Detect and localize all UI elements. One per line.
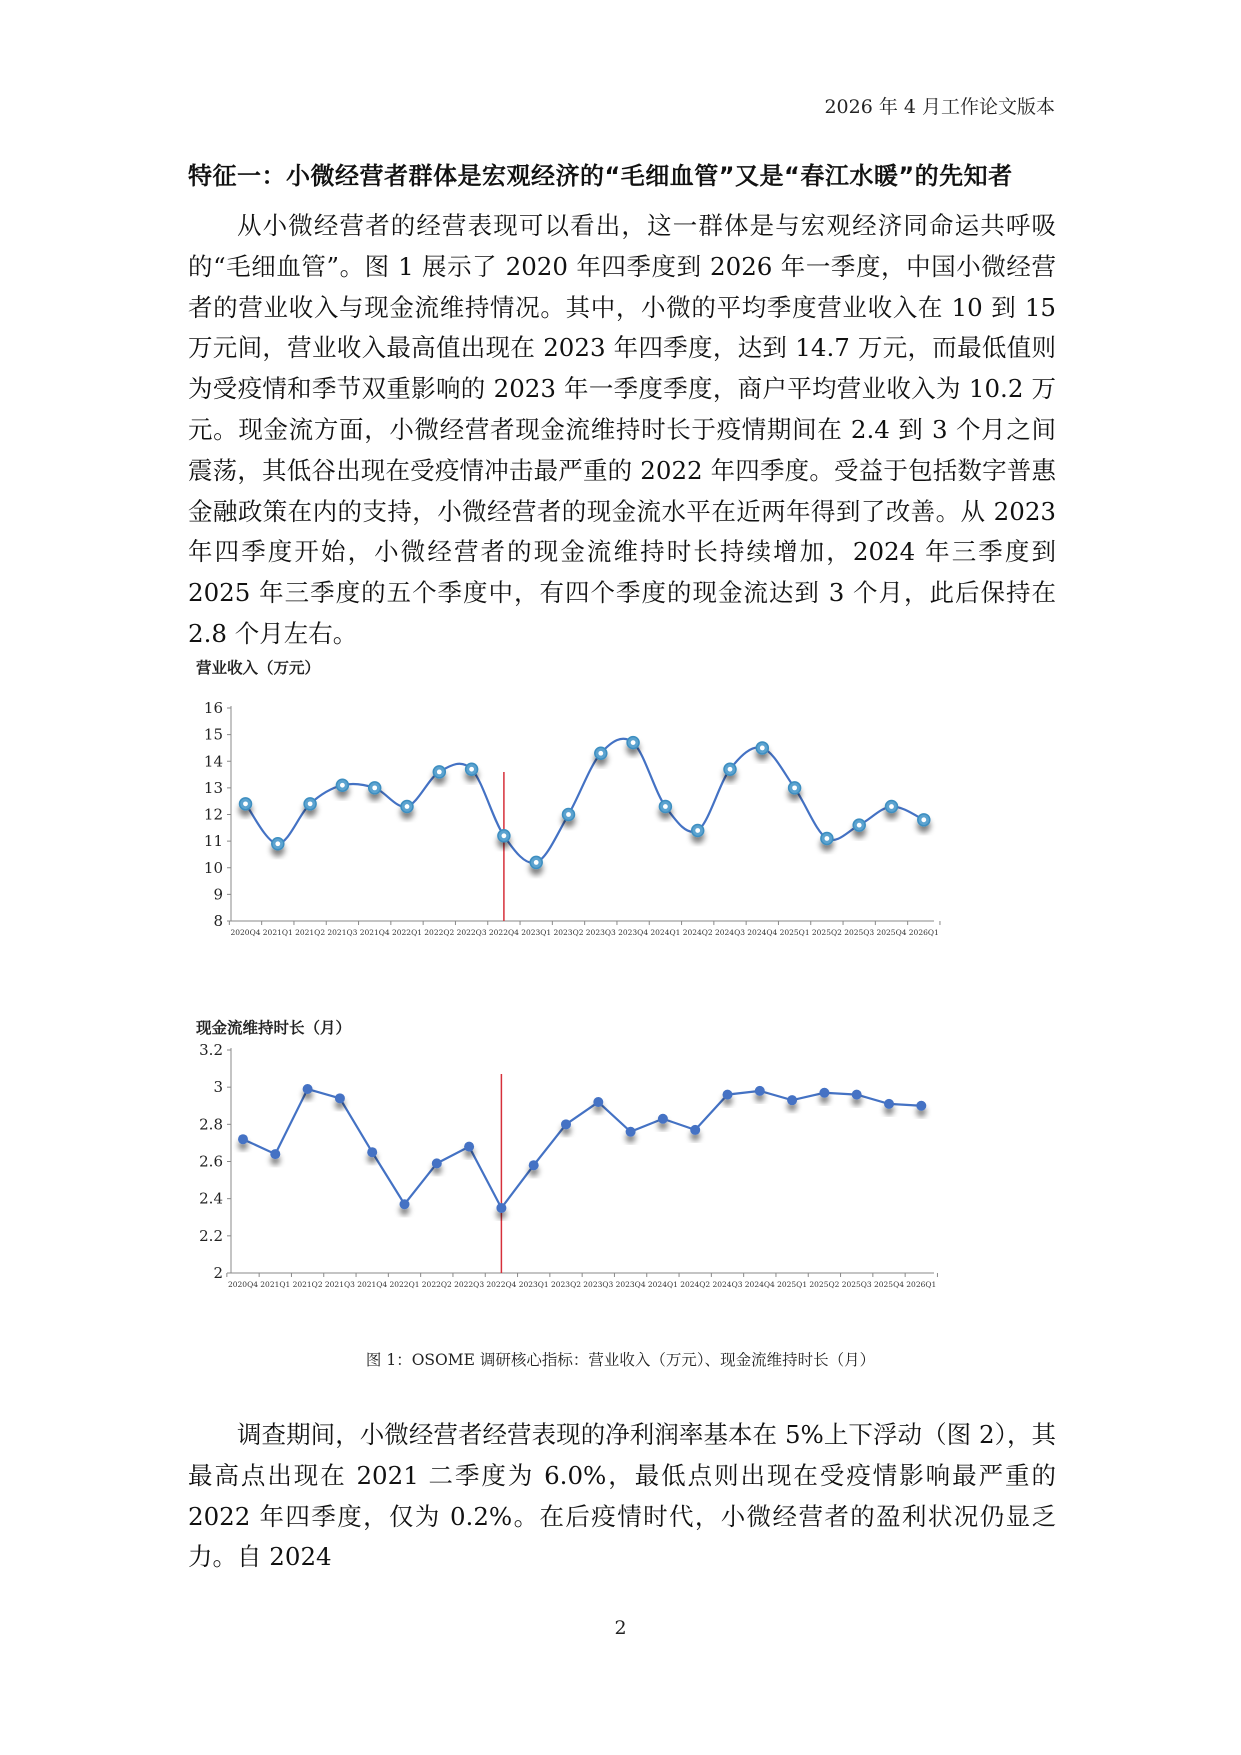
chart1-x-tick-label: 2025Q3 [844, 928, 875, 937]
chart2-data-point [755, 1086, 765, 1096]
chart2-x-tick-label: 2025Q3 [841, 1280, 872, 1289]
chart1-data-point-center [631, 740, 636, 745]
chart2-data-point [496, 1203, 506, 1213]
chart1-y-tick-label: 11 [203, 832, 223, 851]
chart2-x-tick-label: 2025Q2 [809, 1280, 840, 1289]
chart2-data-point [464, 1142, 474, 1152]
chart2-x-tick-label: 2021Q3 [324, 1280, 355, 1289]
paragraph-text: 调查期间，小微经营者经营表现的净利润率基本在 5%上下浮动（图 2），其最高点出现在 2021 二季度为 6.0%，最低点则出现在受疫情影响最严重的 2022 年四季度，仅为 0.2%。在后疫情时代，小微经营者的盈利状况仍显乏力。自 2024 [188, 1420, 1056, 1572]
chart2-x-tick-label: 2025Q4 [873, 1280, 905, 1289]
chart2-data-point [593, 1097, 603, 1107]
chart2-x-tick-label: 2021Q4 [357, 1280, 388, 1289]
chart2-series-line [243, 1089, 921, 1208]
chart2-x-tick-label: 2025Q1 [777, 1280, 808, 1289]
chart1-x-tick-label: 2022Q3 [456, 928, 487, 937]
chart2-y-tick-label: 2.8 [199, 1115, 223, 1134]
chart2-title: 现金流维持时长（月） [196, 1019, 352, 1037]
chart2-data-point [400, 1199, 410, 1209]
chart2-y-tick-label: 2 [213, 1264, 223, 1282]
chart2-x-tick-label: 2024Q1 [647, 1280, 678, 1289]
chart2-x-tick-label: 2020Q4 [227, 1280, 259, 1289]
paragraph-text: 从小微经营者的经营表现可以看出，这一群体是与宏观经济同命运共呼吸的“毛细血管”。图 1 展示了 2020 年四季度到 2026 年一季度，中国小微经营者的营业收入与现金流维持情况。其中，小微的平均季度营业收入在 10 到 15 万元间，营业收入最高值出现在 2023 年四季度，达到 14.7 万元，而最低值则为受疫情和季节双重影响的 2023 年一季度季度，商户平均营业收入为 10.2 万元。现金流方面，小微经营者现金流维持时长于疫情期间在 2.4 到 3 个月之间震荡，其低谷出现在受疫情冲击最严重的 2022 年四季度。受益于包括数字普惠金融政策在内的支持，小微经营者的现金流水平在近两年得到了改善。从 2023 年四季度开始，小微经营者的现金流维持时长持续增加，2024 年三季度到 2025 年三季度的五个季度中，有四个季度的现金流达到 3 个月，此后保持在 2.8 个月左右。 [188, 211, 1056, 648]
chart2-data-point [270, 1149, 280, 1159]
chart1-x-tick-label: 2025Q1 [779, 928, 810, 937]
chart1-data-point-center [663, 804, 668, 809]
chart1-data-point-center [728, 767, 733, 772]
chart1-x-tick-label: 2023Q1 [521, 928, 552, 937]
chart1-data-point-center [405, 804, 410, 809]
chart2-x-tick-label: 2023Q4 [615, 1280, 646, 1289]
chart2-data-point [884, 1099, 894, 1109]
chart2-data-point [529, 1160, 539, 1170]
chart1-data-point-center [340, 783, 345, 788]
chart1-data-point-center [760, 746, 765, 751]
chart1-x-tick-label: 2021Q1 [262, 928, 293, 937]
chart2-data-point [238, 1134, 248, 1144]
chart1-y-tick-label: 10 [203, 858, 223, 877]
chart1-y-tick-label: 15 [203, 725, 223, 744]
chart1-x-tick-label: 2024Q4 [747, 928, 778, 937]
chart1-x-tick-label: 2022Q2 [424, 928, 455, 937]
chart1-x-tick-label: 2021Q4 [359, 928, 390, 937]
chart2-x-tick-label: 2022Q4 [486, 1280, 517, 1289]
chart2-x-tick-label: 2024Q2 [680, 1280, 711, 1289]
chart1-data-point-center [598, 751, 603, 756]
chart2-data-point [690, 1125, 700, 1135]
chart2-y-tick-label: 3 [213, 1078, 223, 1097]
revenue-chart [204, 699, 940, 937]
chart2-data-point [335, 1093, 345, 1103]
chart1-y-tick-label: 9 [213, 885, 223, 904]
chart1-x-tick-label: 2021Q3 [327, 928, 358, 937]
chart1-data-point-center [469, 767, 474, 772]
chart1-x-tick-label: 2023Q4 [618, 928, 649, 937]
chart2-x-tick-label: 2022Q1 [389, 1280, 420, 1289]
chart2-data-point [916, 1101, 926, 1111]
chart1-data-point-center [695, 828, 700, 833]
chart1-x-tick-label: 2024Q1 [650, 928, 681, 937]
chart1-data-point-center [792, 785, 797, 790]
chart1-x-tick-label: 2021Q2 [295, 928, 326, 937]
chart1-data-point-center [437, 770, 442, 775]
chart1-data-point-center [857, 823, 862, 828]
chart1-data-point-center [534, 860, 539, 865]
chart1-x-tick-label: 2023Q3 [585, 928, 616, 937]
chart2-data-point [303, 1084, 313, 1094]
chart2-x-tick-label: 2021Q2 [292, 1280, 323, 1289]
chart2-y-tick-label: 2.6 [199, 1152, 223, 1171]
chart1-series-line [246, 739, 924, 863]
chart2-data-point [367, 1147, 377, 1157]
figure-caption: 图 1：OSOME 调研核心指标：营业收入（万元）、现金流维持时长（月） [365, 1351, 876, 1369]
chart1-data-point-center [889, 804, 894, 809]
chart1-x-tick-label: 2026Q1 [908, 928, 939, 937]
chart2-data-point [561, 1119, 571, 1129]
chart2-y-tick-label: 2.4 [199, 1189, 223, 1208]
chart2-y-tick-label: 2.2 [199, 1226, 223, 1245]
chart1-x-tick-label: 2022Q4 [488, 928, 519, 937]
chart1-y-tick-label: 8 [213, 912, 223, 930]
chart1-x-tick-label: 2020Q4 [230, 928, 261, 937]
chart2-x-tick-label: 2023Q2 [550, 1280, 582, 1289]
chart2-x-tick-label: 2024Q4 [744, 1280, 775, 1289]
chart1-data-point-center [921, 817, 926, 822]
chart2-x-tick-label: 2021Q1 [260, 1280, 291, 1289]
chart2-data-point [723, 1090, 733, 1100]
chart2-data-point [787, 1095, 797, 1105]
document-version-label: 2026 年 4 月工作论文版本 [824, 96, 1055, 118]
chart2-data-point [626, 1127, 636, 1137]
chart1-x-tick-label: 2022Q1 [391, 928, 423, 937]
page-number: 2 [614, 1617, 627, 1639]
chart1-x-tick-label: 2025Q2 [811, 928, 842, 937]
chart2-data-point [852, 1090, 862, 1100]
chart1-x-tick-label: 2024Q2 [682, 928, 713, 937]
chart1-data-point-center [825, 836, 830, 841]
chart1-data-point-center [308, 801, 313, 806]
chart2-x-tick-label: 2023Q3 [583, 1280, 614, 1289]
chart2-x-tick-label: 2023Q1 [518, 1280, 549, 1289]
chart2-data-point [658, 1114, 668, 1124]
chart2-data-point [432, 1158, 442, 1168]
body-paragraph-2 [188, 1415, 1056, 1578]
chart2-y-tick-label: 3.2 [199, 1041, 223, 1059]
section-heading: 特征一：小微经营者群体是宏观经济的“毛细血管”又是“春江水暖”的先知者 [188, 162, 1013, 190]
chart1-y-tick-label: 13 [203, 778, 223, 797]
chart1-x-tick-label: 2023Q2 [553, 928, 584, 937]
chart1-title: 营业收入（万元） [196, 659, 321, 677]
chart1-x-tick-label: 2025Q4 [876, 928, 907, 937]
chart1-data-point-center [372, 785, 377, 790]
cashflow-chart [199, 1041, 937, 1289]
chart1-data-point-center [502, 833, 507, 838]
chart2-data-point [819, 1088, 829, 1098]
chart1-data-point-center [566, 812, 571, 817]
chart2-x-tick-label: 2024Q3 [712, 1280, 743, 1289]
chart1-y-tick-label: 12 [203, 805, 223, 824]
chart1-data-point-center [275, 841, 280, 846]
chart2-x-tick-label: 2022Q2 [421, 1280, 452, 1289]
chart2-x-tick-label: 2026Q1 [906, 1280, 937, 1289]
chart1-y-tick-label: 14 [203, 752, 223, 771]
chart1-data-point-center [243, 801, 248, 806]
chart1-x-tick-label: 2024Q3 [714, 928, 746, 937]
chart1-y-tick-label: 16 [203, 699, 223, 717]
chart2-x-tick-label: 2022Q3 [454, 1280, 485, 1289]
